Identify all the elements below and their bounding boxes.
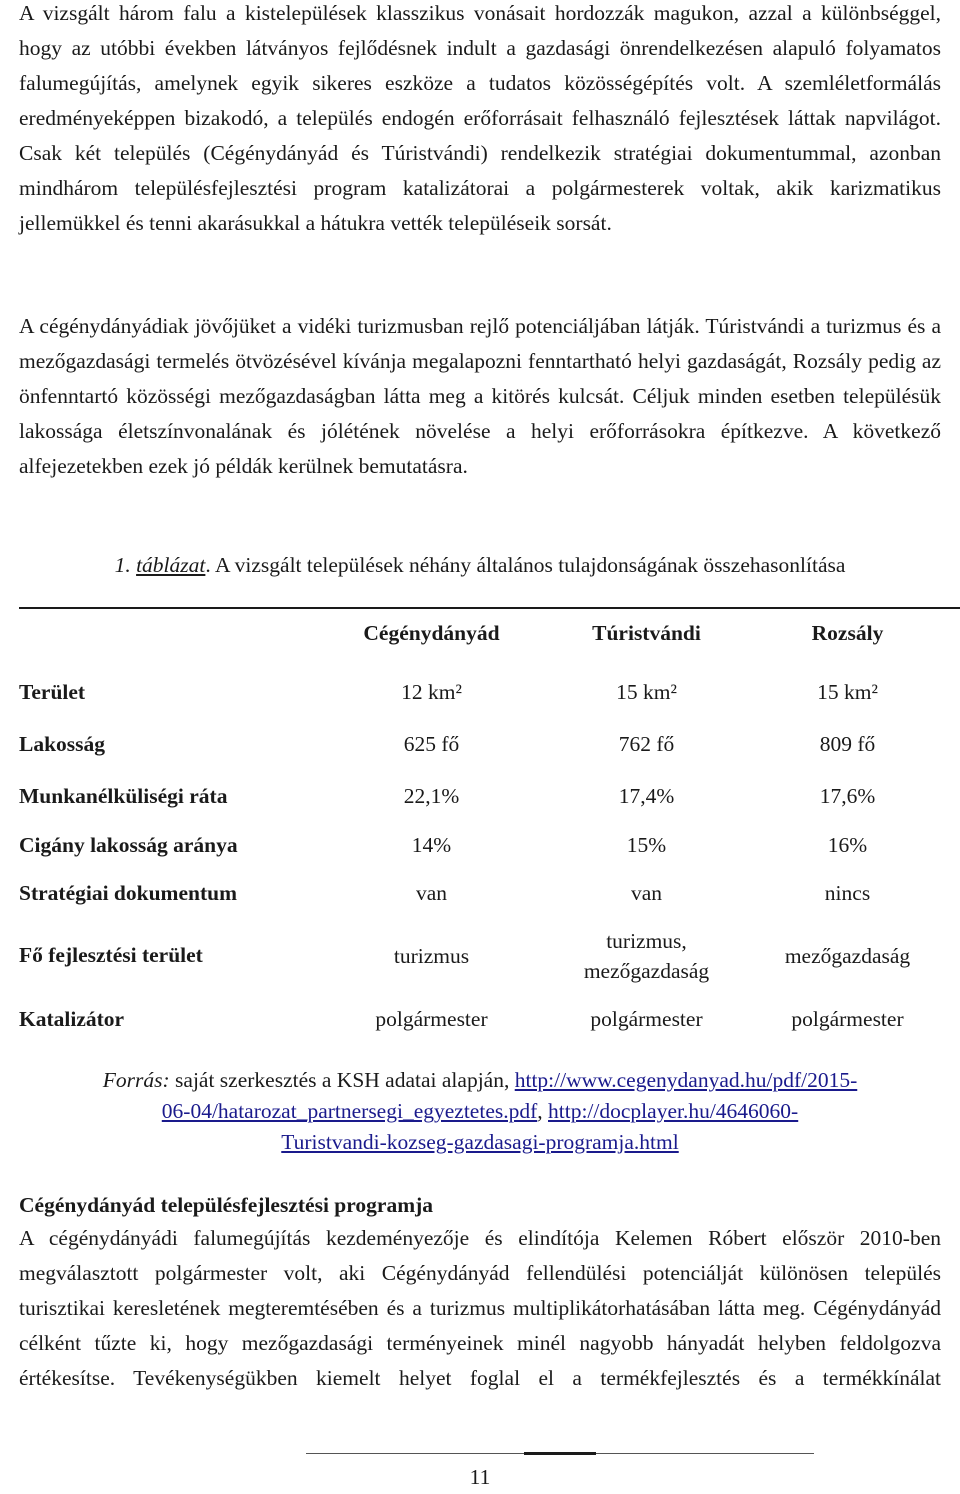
table-caption-title: . A vizsgált települések néhány általános tulajdonságának összehasonlítása bbox=[205, 553, 846, 577]
table-header-cell: Cégénydányád bbox=[363, 621, 500, 645]
source-link-part: http://www.cegenydanyad.hu/pdf/2015- bbox=[514, 1068, 858, 1092]
table-row bbox=[19, 918, 941, 993]
table-cell: 15% bbox=[626, 833, 667, 857]
future-paragraph: A cégénydányádiak jövőjüket a vidéki turizmusban rejlő potenciáljában látják. Túristvándi a turizmus és a mezőgazdasági termelés ötvözésével kívánja megalapozni fenntartható helyi gazdaságát, Rozsály pedig az önfenntartó közösségi mezőgazdaságban látta meg a kitörés kulcsát. Céljuk minden esetben településük lakossága életszínvonalának és jólétének növelése a helyi erőforrásokra építkezve. A következő alfejezetekben ezek jó példák kerülnek bemutatásra. bbox=[19, 314, 941, 478]
row-label: Munkanélküliségi ráta bbox=[19, 783, 228, 808]
table-cell: van bbox=[415, 881, 448, 905]
table-cell: 14% bbox=[411, 833, 452, 857]
table-cell: 625 fő bbox=[403, 732, 460, 756]
table-cell: 12 km² bbox=[401, 680, 462, 704]
table-row bbox=[19, 993, 941, 1045]
source-label: Forrás: bbox=[102, 1068, 170, 1092]
page-number: 11 bbox=[469, 1465, 491, 1489]
row-label: Terület bbox=[19, 679, 86, 704]
table-row bbox=[19, 770, 941, 822]
table-cell: 22,1% bbox=[403, 784, 460, 808]
row-label: Lakosság bbox=[19, 731, 106, 756]
table-cell: polgármester bbox=[791, 1007, 904, 1031]
table-header-cell: Rozsály bbox=[811, 621, 884, 645]
row-label: Katalizátor bbox=[19, 1006, 125, 1031]
intro-paragraph: A vizsgált három falu a kistelepülések klasszikus vonásait hordozzák magukon, azzal a különbséggel, hogy az utóbbi években látványos fejlődésnek indult a gazdasági önrendelkezésen alapuló folyamatos falumegújítás, amelynek egyik sikeres eszköze a tudatos közösségépítés volt. A szemléletformálás eredményeképpen bizakodó, a település endogén erőforrásait felhasználó fejlesztések láttak napvilágot. Csak két település (Cégénydányád és Túristvándi) rendelkezik stratégiai dokumentummal, azonban mindhárom településfejlesztési program katalizátorai a polgármesterek voltak, akik karizmatikus jellemükkel és tenni akarásukkal a hátukra vették településeik sorsát. bbox=[19, 1, 941, 235]
table-row bbox=[19, 718, 941, 770]
table-cell: turizmus bbox=[393, 943, 470, 968]
table-row bbox=[19, 822, 941, 868]
table-header-row bbox=[19, 610, 941, 656]
table-cell: turizmus, mezőgazdaság bbox=[583, 928, 710, 983]
table-cell: van bbox=[630, 881, 663, 905]
footer-divider-thick bbox=[524, 1452, 596, 1455]
source-text: saját szerkesztés a KSH adatai alapján, bbox=[169, 1068, 515, 1092]
table-cell: nincs bbox=[824, 881, 871, 905]
table-cell: 809 fő bbox=[819, 732, 876, 756]
program-paragraph: A cégénydányádi falumegújítás kezdeményezője és elindítója Kelemen Róbert először 2010-ben megválasztott polgármester volt, aki Cégénydányád fellendülési potenciálját különösen település turisztikai keresletének megteremtésében és a turizmus multiplikátorhatásában látta meg. Cégénydányád célként tűzte ki, hogy mezőgazdasági terményeinek minél nagyobb hányadát helyben feldolgozva értékesítse. Tevékenységükben kiemelt helyet foglal el a termékfejlesztés és a termékkínálat bbox=[19, 1226, 941, 1390]
table-caption-label: táblázat bbox=[136, 553, 206, 577]
source-link-part: Turistvandi-kozseg-gazdasagi-programja.html bbox=[281, 1130, 679, 1154]
source-link-part: http://docplayer.hu/4646060- bbox=[548, 1099, 799, 1123]
table-cell: 16% bbox=[827, 833, 868, 857]
source-link-part: 06-04/hatarozat_partnersegi_egyeztetes.pdf bbox=[161, 1099, 538, 1123]
table-header-cell: Túristvándi bbox=[592, 621, 701, 645]
table-cell: polgármester bbox=[590, 1007, 703, 1031]
row-label: Fő fejlesztési terület bbox=[19, 943, 203, 967]
table-cell: 17,6% bbox=[819, 784, 876, 808]
row-label: Stratégiai dokumentum bbox=[19, 880, 237, 905]
table-caption bbox=[19, 548, 941, 583]
table-cell: 17,4% bbox=[618, 784, 675, 808]
table-cell: polgármester bbox=[375, 1007, 488, 1031]
source-separator: , bbox=[537, 1099, 549, 1123]
section-heading: Cégénydányád településfejlesztési programja bbox=[19, 1193, 434, 1217]
table-cell: mezőgazdaság bbox=[784, 943, 911, 968]
table-cell: 15 km² bbox=[817, 680, 878, 704]
table-row bbox=[19, 656, 941, 718]
table-cell: 15 km² bbox=[616, 680, 677, 704]
table-caption-number: 1. bbox=[114, 553, 131, 577]
row-label: Cigány lakosság aránya bbox=[19, 832, 238, 857]
table-source-note bbox=[19, 1065, 941, 1158]
table-top-rule bbox=[19, 607, 960, 609]
table-cell: 762 fő bbox=[618, 732, 675, 756]
comparison-table bbox=[19, 610, 941, 1045]
table-row bbox=[19, 868, 941, 918]
table-header-empty bbox=[19, 610, 324, 656]
